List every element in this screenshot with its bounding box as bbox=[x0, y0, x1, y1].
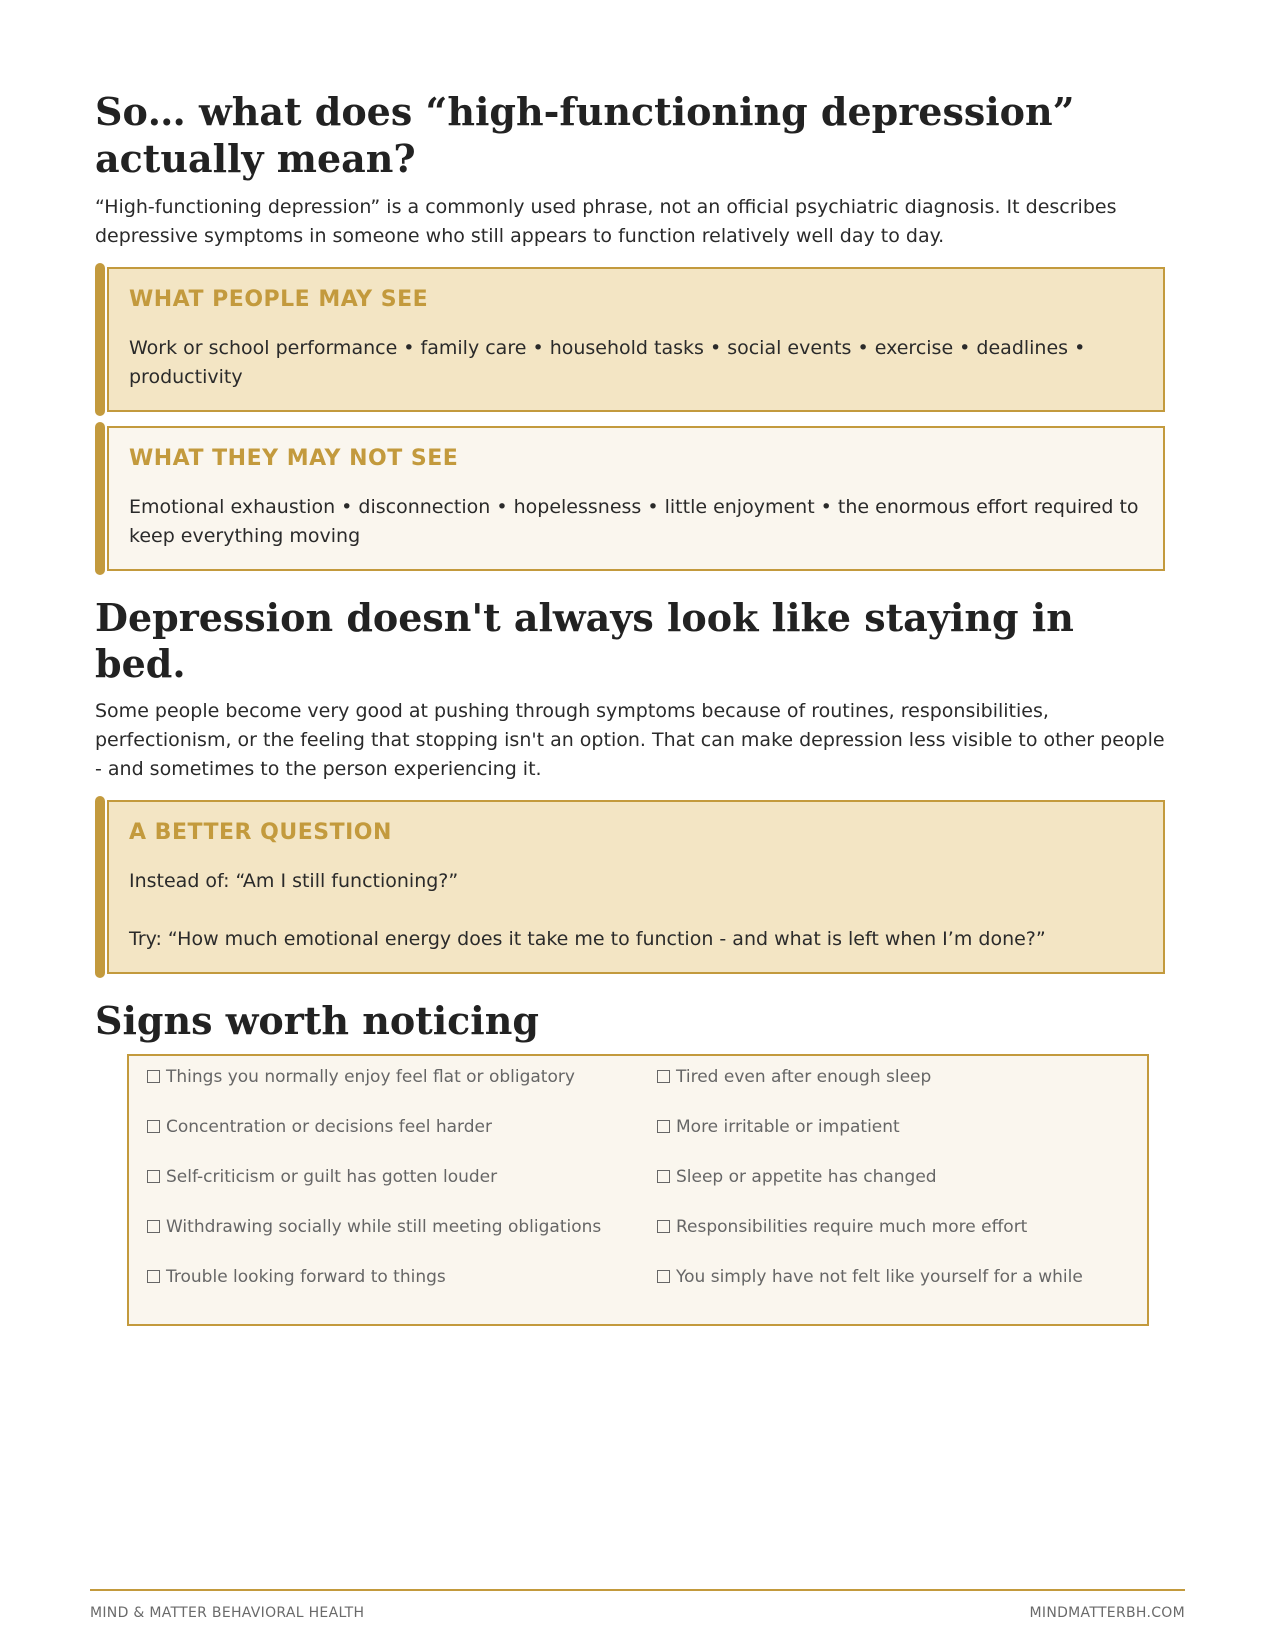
callout-text-instead: Instead of: “Am I still functioning?” bbox=[129, 870, 459, 892]
callout-title: A BETTER QUESTION bbox=[129, 820, 392, 845]
checklist-item[interactable] bbox=[657, 1166, 1127, 1216]
intro-paragraph: “High-functioning depression” is a commonly used phrase, not an official psychiatric diagnosis. It describes depressive symptoms in someone who still appears to function relatively well day to day. bbox=[95, 196, 1117, 247]
callout-what-they-may-not-see bbox=[107, 426, 1165, 571]
checkbox-icon[interactable] bbox=[147, 1270, 160, 1283]
checklist-item[interactable] bbox=[657, 1066, 1127, 1116]
checklist-item[interactable] bbox=[657, 1266, 1127, 1316]
checklist-item-label: Things you normally enjoy feel flat or obligatory bbox=[166, 1067, 575, 1087]
checklist-item[interactable] bbox=[657, 1116, 1127, 1166]
footer-organization: MIND & MATTER BEHAVIORAL HEALTH bbox=[90, 1605, 365, 1621]
checklist-item[interactable] bbox=[147, 1266, 657, 1316]
checkbox-icon[interactable] bbox=[657, 1170, 670, 1183]
checkbox-icon[interactable] bbox=[147, 1120, 160, 1133]
checklist-item-label: Tired even after enough sleep bbox=[676, 1067, 932, 1087]
checklist-item[interactable] bbox=[657, 1216, 1127, 1266]
checkbox-icon[interactable] bbox=[147, 1170, 160, 1183]
checklist-item-label: Responsibilities require much more effort bbox=[676, 1217, 1028, 1237]
checklist-item[interactable] bbox=[147, 1216, 657, 1266]
checklist-item-label: Sleep or appetite has changed bbox=[676, 1167, 937, 1187]
section-heading-depression: Depression doesn't always look like staying in bed. bbox=[95, 595, 1074, 686]
checklist-item-label: Trouble looking forward to things bbox=[166, 1267, 446, 1287]
checkbox-icon[interactable] bbox=[147, 1070, 160, 1083]
callout-title: WHAT PEOPLE MAY SEE bbox=[129, 287, 429, 312]
checklist-item-label: Concentration or decisions feel harder bbox=[166, 1117, 492, 1137]
checkbox-icon[interactable] bbox=[657, 1220, 670, 1233]
checklist-item[interactable] bbox=[147, 1066, 657, 1116]
checkbox-icon[interactable] bbox=[657, 1120, 670, 1133]
callout-title: WHAT THEY MAY NOT SEE bbox=[129, 446, 459, 471]
checkbox-icon[interactable] bbox=[657, 1070, 670, 1083]
checklist-item-label: Withdrawing socially while still meeting obligations bbox=[166, 1217, 602, 1237]
page-content bbox=[95, 88, 1165, 1326]
checkbox-icon[interactable] bbox=[657, 1270, 670, 1283]
checkbox-icon[interactable] bbox=[147, 1220, 160, 1233]
footer-website[interactable]: MINDMATTERBH.COM bbox=[1029, 1605, 1185, 1621]
footer-divider bbox=[90, 1589, 1185, 1591]
checklist-item-label: You simply have not felt like yourself for a while bbox=[676, 1267, 1083, 1287]
section-paragraph: Some people become very good at pushing through symptoms because of routines, responsibilities, perfectionism, or the feeling that stopping isn't an option. That can make depression less visible to other people - and sometimes to the person experiencing it. bbox=[95, 700, 1165, 780]
section-heading-signs: Signs worth noticing bbox=[95, 998, 539, 1043]
callout-text-try: Try: “How much emotional energy does it take me to function - and what is left when I’m done?” bbox=[129, 928, 1046, 950]
page-title: So… what does “high-functioning depression” actually mean? bbox=[95, 89, 1075, 181]
checklist-item-label: More irritable or impatient bbox=[676, 1117, 900, 1137]
checklist-item[interactable] bbox=[147, 1116, 657, 1166]
callout-text: Emotional exhaustion • disconnection • hopelessness • little enjoyment • the enormous effort required to keep everything moving bbox=[129, 496, 1139, 547]
checklist-item-label: Self-criticism or guilt has gotten louder bbox=[166, 1167, 498, 1187]
callout-text: Work or school performance • family care • household tasks • social events • exercise • deadlines • productivity bbox=[129, 337, 1086, 388]
signs-checklist bbox=[127, 1054, 1149, 1326]
checklist-item[interactable] bbox=[147, 1166, 657, 1216]
callout-better-question bbox=[107, 800, 1165, 974]
callout-what-people-may-see bbox=[107, 267, 1165, 412]
